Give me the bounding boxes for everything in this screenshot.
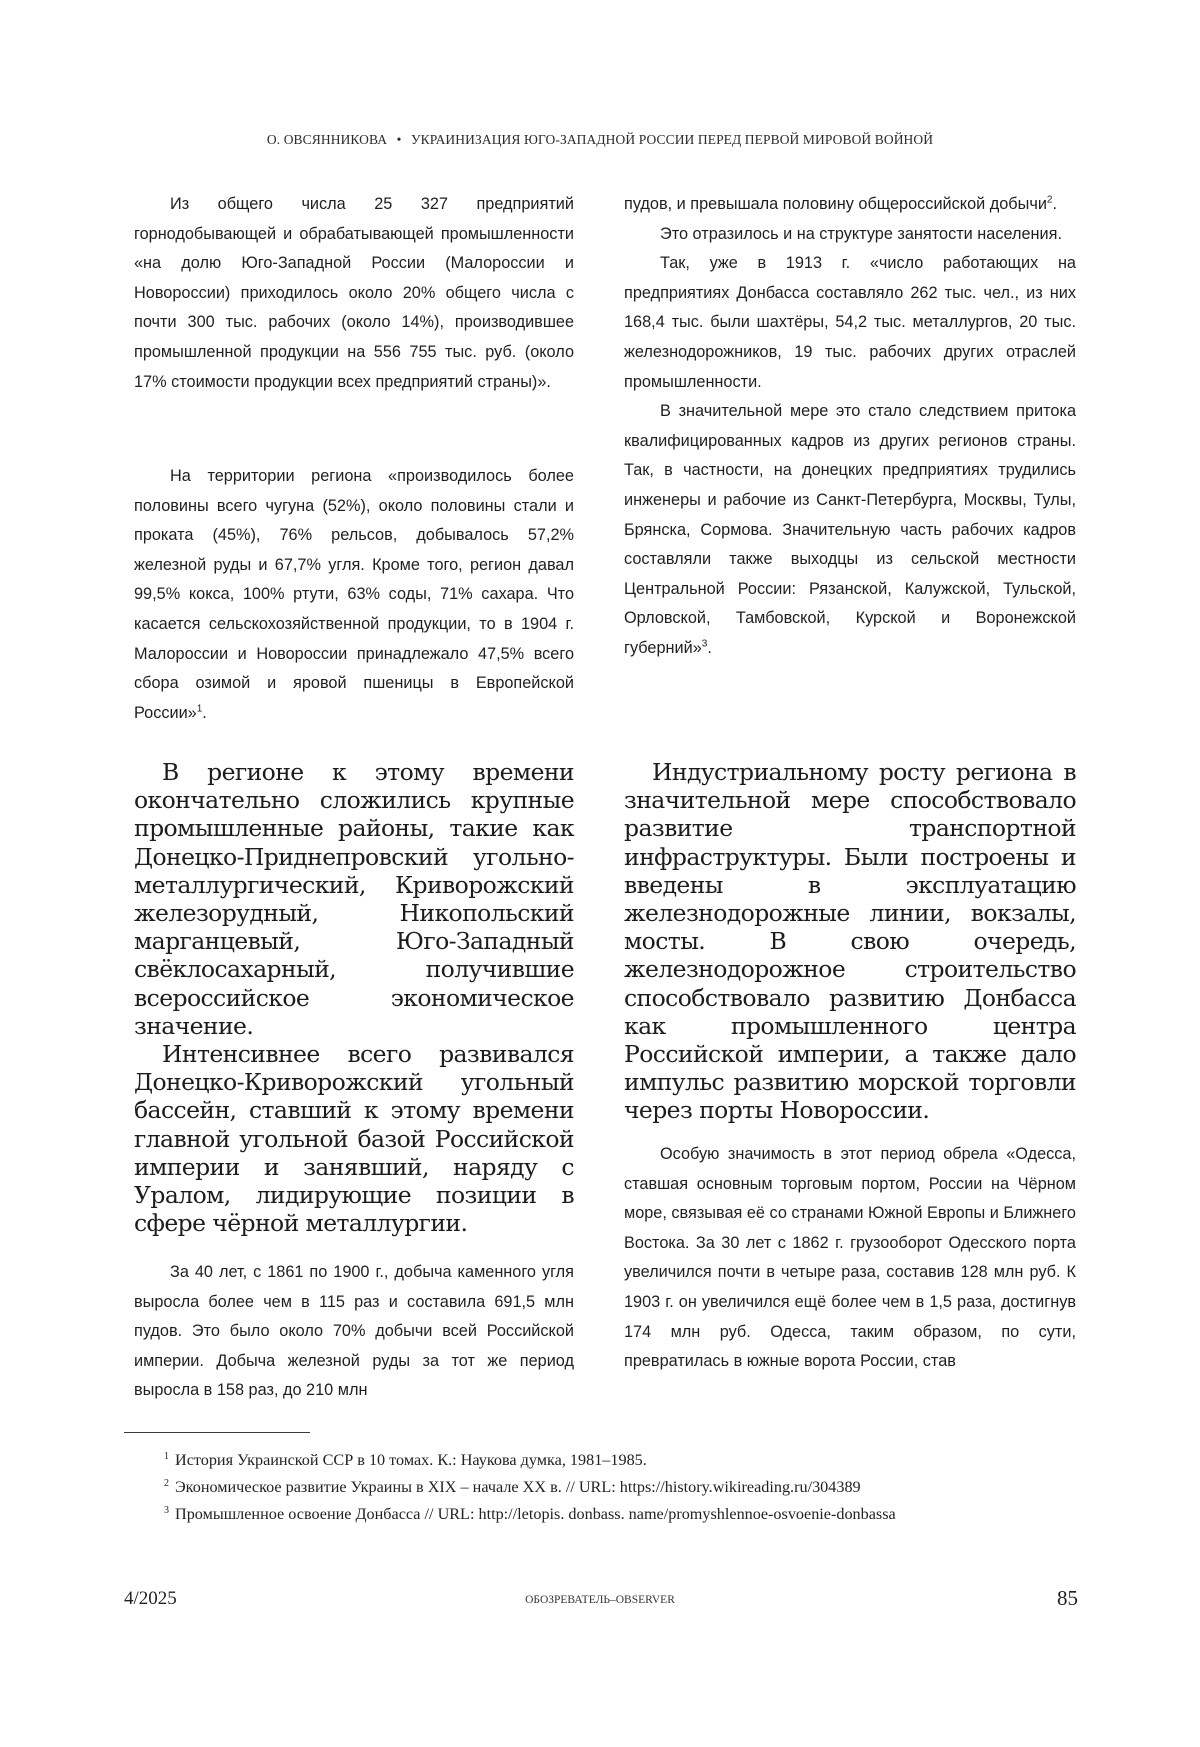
footnote-1: $^1$ История Украинской ССР в 10 томах. К.: Наукова думка, 1981–1985. [164,1450,647,1469]
paragraph-enterprises: Из общего числа 25 327 предприятий горнодобывающей и обрабатывающей промышленности «на долю Юго-Западной России (Малороссии и Новороссии) приходилось около 20% общего числа с почти 300 тыс. рабочих (около 14%), производившее промышленной продукции на 556 755 тыс. руб. (около 17% стоимости продукции всех предприятий страны)». [134,195,574,391]
page-number: 85 [1057,1586,1078,1610]
paragraph-continuation: пудов, и превышала половину общероссийской добычи$^2$. [624,194,1058,213]
left-column-region [134,462,574,728]
footnote-ref-3[interactable]: 3 [701,638,708,650]
left-column-top [134,190,574,397]
footnote-3: $^3$ Промышленное освоение Донбасса // URL: http://letopis. donbass. name/promyshlennoe-osvoenie-donbassa [164,1504,896,1523]
issue-number: 4/2025 [124,1588,177,1609]
paragraph-region-output: На территории региона «производилось более половины всего чугуна (52%), около половины стали и проката (45%), 76% рельсов, добывалось 57,2% железной руды и 67,7% угля. Кроме того, регион давал 99,5% кокса, 100% ртути, 63% соды, 71% сахара. Что касается сельскохозяйственной продукции, то в 1904 г. Малороссии и Новороссии принадлежало 47,5% всего сбора озимой и яровой пшеницы в Европейской России»$^1$. [134,467,574,722]
footnote-2-link[interactable]: Экономическое развитие Украины в XIX – начале XX в. // URL: https://history.wikireading.ru/304389 [175,1478,861,1496]
left-column-big-text [134,758,574,1237]
footnote-divider [124,1432,310,1433]
paragraph-industrial-districts: В регионе к этому времени окончательно сложились крупные промышленные районы, такие как Донецко-Приднепровский угольно-металлургический, Криворожский железорудный, Никопольский марганцевый, Юго-Западный свёклосахарный, получившие всероссийское экономическое значение. [134,758,574,1040]
paragraph-qualified-staff: В значительной мере это стало следствием притока квалифицированных кадров из других регионов страны. Так, в частности, на донецких предприятиях трудились инженеры и рабочие из Санкт-Петербурга, Москвы, Тулы, Брянска, Сормова. Значительную часть рабочих кадров составляли также выходцы из сельской местности Центральной России: Рязанской, Калужской, Тульской, Орловской, Тамбовской, Курской и Воронежской губерний»$^3$. [624,402,1076,657]
footnotes [124,1447,1076,1528]
paragraph-region-output-text: На территории региона «производилось более половины всего чугуна (52%), около половины стали и проката (45%), 76% рельсов, добывалось 57,2% железной руды и 67,7% угля. Кроме того, регион давал 99,5% кокса, 100% ртути, 63% соды, 71% сахара. Что касается сельскохозяйственной продукции, то в 1904 г. Малороссии и Новороссии принадлежало 47,5% всего сбора озимой и яровой пшеницы в Европейской России» [134,467,574,722]
paragraph-coal-output: За 40 лет, с 1861 по 1900 г., добыча каменного угля выросла более чем в 115 раз и составила 691,5 млн пудов. Это было около 70% добычи всей Российской империи. Добыча железной руды за тот же период выросла в 158 раз, до 210 млн [134,1263,574,1400]
left-column-bottom [134,1258,574,1406]
right-column-top [624,190,1076,664]
running-head-separator: • [396,132,402,147]
right-column-bottom [624,1140,1076,1377]
footnote-3-link[interactable]: Промышленное освоение Донбасса // URL: http://letopis. donbass. name/promyshlennoe-osvoenie-donbassa [175,1505,896,1523]
journal-name: ОБОЗРЕВАТЕЛЬ–OBSERVER [525,1594,675,1606]
paragraph-odessa: Особую значимость в этот период обрела «Одесса, ставшая основным торговым портом, России на Чёрном море, связывая её со странами Южной Европы и Ближнего Востока. За 30 лет с 1862 г. грузооборот Одесского порта увеличился почти в четыре раза, составив 128 млн руб. К 1903 г. он увеличился ещё более чем в 1,5 раза, достигнув 174 млн руб. Одесса, таким образом, по сути, превратилась в южные ворота России, став [624,1145,1076,1371]
paragraph-workers-1913: Так, уже в 1913 г. «число работающих на предприятиях Донбасса составляло 262 тыс. чел., из них 168,4 тыс. были шахтёры, 54,2 тыс. металлургов, 20 тыс. железнодорожников, 19 тыс. рабочих других отраслей промышленности. [624,254,1076,391]
paragraph-donetsk-basin: Интенсивнее всего развивался Донецко-Криворожский угольный бассейн, ставший к этому времени главной угольной базой Российской империи и занявший, наряду с Уралом, лидирующие позиции в сфере чёрной металлургии. [134,1040,574,1238]
right-column-big-text [624,758,1076,1125]
footnote-ref-1[interactable]: 1 [196,703,203,715]
footnote-2: $^2$ Экономическое развитие Украины в XIX – начале XX в. // URL: https://history.wikireading.ru/304389 [164,1477,861,1496]
running-head-author: О. ОВСЯННИКОВА [266,132,388,147]
paragraph-employment: Это отразилось и на структуре занятости населения. [660,224,1062,243]
paragraph-transport: Индустриальному росту региона в значительной мере способствовало развитие транспортной инфраструктуры. Были построены и введены в эксплуатацию железнодорожные линии, вокзалы, мосты. В свою очередь, железнодорожное строительство способствовало развитию Донбасса как промышленного центра Российской империи, а также дало импульс развитию морской торговли через порты Новороссии. [624,758,1076,1125]
footnote-ref-2[interactable]: 2 [1046,194,1053,206]
running-head [0,132,1200,148]
running-head-title: УКРАИНИЗАЦИЯ ЮГО-ЗАПАДНОЙ РОССИИ ПЕРЕД ПЕРВОЙ МИРОВОЙ ВОЙНОЙ [410,132,934,147]
